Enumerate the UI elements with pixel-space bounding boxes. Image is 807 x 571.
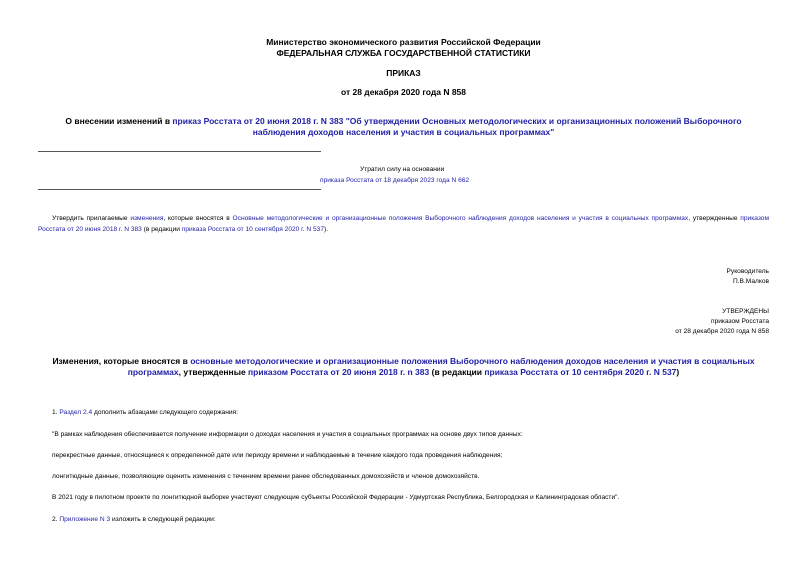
quote-paragraph-1: "В рамках наблюдения обеспечивается получение информации о доходах населения и участия в социальных программах на основе двух типов данных: <box>52 431 523 438</box>
changes-title-link-order-383[interactable]: приказом Росстата от 20 июня 2018 г. n 383 <box>248 367 430 377</box>
approve-text-4: (в редакции <box>141 226 182 233</box>
document-title <box>38 116 769 138</box>
item-1 <box>52 408 238 417</box>
changes-title-link-order-537[interactable]: приказа Росстата от 10 сентября 2020 г. N 537 <box>484 367 677 377</box>
signature-name: П.В.Малков <box>732 278 769 285</box>
title-prefix: О внесении изменений в <box>65 116 173 126</box>
approve-text-5: ). <box>324 226 329 233</box>
item-2 <box>52 515 216 524</box>
changes-title-link-provisions[interactable]: основные методологические и организационные положения Выборочного наблюдения доходов населения и участия в социальных программах <box>127 356 755 377</box>
item-2-text: изложить в следующей редакции: <box>110 516 216 523</box>
approve-link-provisions[interactable]: Основные методологические и организационные положения Выборочного наблюдения доходов населения и участия в социальных программах <box>232 215 689 222</box>
changes-title-text-2: , утвержденные <box>178 367 249 377</box>
approve-paragraph <box>38 213 769 235</box>
divider-bottom <box>38 189 321 190</box>
approve-link-changes[interactable]: изменения <box>130 215 164 222</box>
approve-text-1: Утвердить прилагаемые <box>52 215 131 222</box>
approved-line-1: УТВЕРЖДЕНЫ <box>722 308 769 315</box>
doc-date-number: от 28 декабря 2020 года N 858 <box>340 87 467 97</box>
item-2-link[interactable]: Приложение N 3 <box>59 516 111 523</box>
quote-paragraph-4: В 2021 году в пилотном проекте по лонгитюдной выборке участвуют следующие субъекты Российской Федерации - Удмуртская Республика, Белгородская и Калининградская области". <box>52 494 620 501</box>
changes-title-text-3: (в редакции <box>429 367 485 377</box>
approve-link-order-383[interactable]: приказом Росстата от 20 июня 2018 г. N 383 <box>38 215 769 233</box>
item-1-text: дополнить абзацами следующего содержания: <box>92 409 238 416</box>
service-name: ФЕДЕРАЛЬНАЯ СЛУЖБА ГОСУДАРСТВЕННОЙ СТАТИСТИКИ <box>276 48 531 58</box>
approve-text-2: , которые вносятся в <box>163 215 233 222</box>
approved-line-3: от 28 декабря 2020 года N 858 <box>675 328 769 335</box>
approve-link-order-537[interactable]: приказа Росстата от 10 сентября 2020 г. N 537 <box>181 226 325 233</box>
divider-top <box>38 151 321 152</box>
item-1-number: 1. <box>52 409 60 416</box>
quote-paragraph-3: лонгитюдные данные, позволяющие оценить изменения с течением времени ранее обследованных домохозяйств и членов домохозяйств. <box>52 473 480 480</box>
quote-paragraph-2: перекрестные данные, относящиеся к определенной дате или периоду времени и наблюдаемые в течение каждого года проведения наблюдения; <box>52 452 503 459</box>
status-link[interactable]: приказа Росстата от 18 декабря 2023 года N 662 <box>320 177 470 184</box>
item-1-link[interactable]: Раздел 2.4 <box>59 409 93 416</box>
changes-title <box>50 356 757 378</box>
ministry-name: Министерство экономического развития Российской Федерации <box>266 37 541 47</box>
approve-text-3: , утвержденные <box>688 215 741 222</box>
changes-title-text-1: Изменения, которые вносятся в <box>52 356 191 366</box>
status-line: Утратил силу на основании <box>360 166 445 173</box>
doc-type: ПРИКАЗ <box>386 68 421 78</box>
changes-title-text-4: ) <box>676 367 680 377</box>
approved-line-2: приказом Росстата <box>711 318 769 325</box>
signature-role: Руководитель <box>726 268 769 275</box>
title-link[interactable]: приказ Росстата от 20 июня 2018 г. N 383 "Об утверждении Основных методологических и организационных положений Выборочного наблюдения доходов населения и участия в социальных программах" <box>172 116 742 137</box>
item-2-number: 2. <box>52 516 60 523</box>
